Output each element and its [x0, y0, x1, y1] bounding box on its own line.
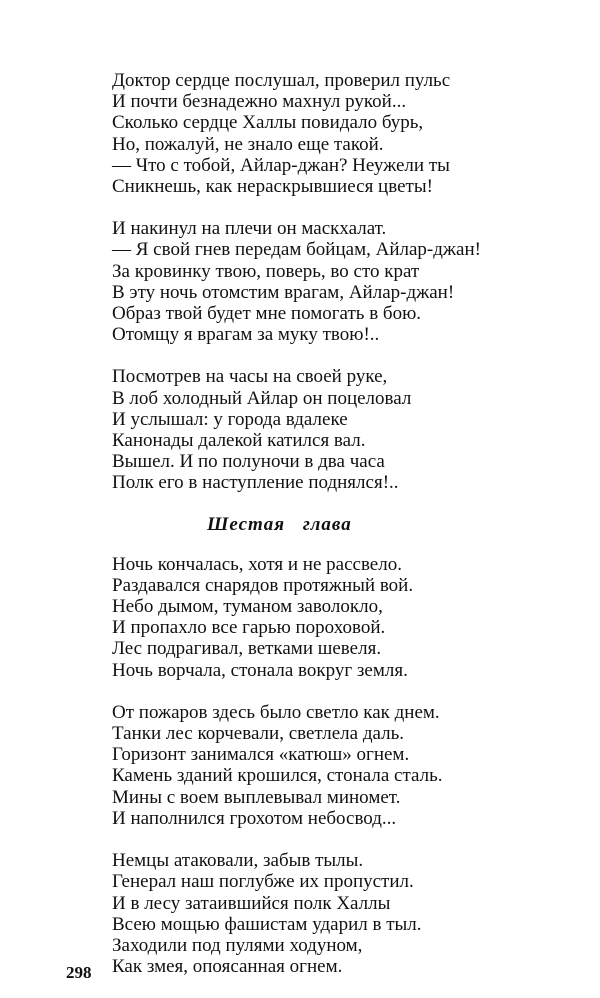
- poem-line: Ночь ворчала, стонала вокруг земля.: [112, 659, 408, 681]
- poem-line: Небо дымом, туманом заволокло,: [112, 596, 383, 618]
- stanza: [112, 850, 582, 977]
- poem-line: Генерал наш поглубже их пропустил.: [112, 871, 414, 893]
- poem-line: Всею мощью фашистам ударил в тыл.: [112, 913, 422, 935]
- poem-line: Немцы атаковали, забыв тылы.: [112, 850, 364, 872]
- poem-line: И почти безнадежно махнул рукой...: [112, 91, 407, 113]
- poem-line: Заходили под пулями ходуном,: [112, 934, 363, 956]
- stanza: [112, 218, 582, 345]
- poem-line: Образ твой будет мне помогать в бою.: [112, 303, 422, 325]
- poem-line: В лоб холодный Айлар он поцеловал: [112, 387, 412, 409]
- chapter-heading: Шестая глава: [207, 513, 352, 535]
- poem-line: Камень зданий крошился, стонала сталь.: [112, 765, 443, 787]
- poem-line: Раздавался снарядов протяжный вой.: [112, 574, 414, 596]
- stanza: [112, 70, 582, 197]
- poem-line: И в лесу затаившийся полк Халлы: [112, 892, 391, 914]
- stanza: [112, 702, 582, 829]
- poem-line: Ночь кончалась, хотя и не рассвело.: [112, 553, 402, 575]
- poem-line: Сникнешь, как нераскрывшиеся цветы!: [112, 176, 433, 198]
- poem-line: И пропахло все гарью пороховой.: [112, 617, 386, 639]
- page-number: 298: [66, 963, 92, 982]
- poem-line: Канонады далекой катился вал.: [112, 430, 366, 452]
- poem-line: Танки лес корчевали, светлела даль.: [112, 723, 405, 745]
- stanza: [112, 366, 582, 493]
- poem-line: Мины с воем выплевывал миномет.: [112, 786, 401, 808]
- poem-line: Но, пожалуй, не знало еще такой.: [112, 133, 384, 155]
- poem-line: От пожаров здесь было светло как днем.: [112, 701, 440, 723]
- poem-line: Сколько сердце Халлы повидало бурь,: [112, 112, 424, 134]
- poem-line: Вышел. И по полуночи в два часа: [112, 451, 385, 473]
- poem-line: И наполнился грохотом небосвод...: [112, 807, 397, 829]
- stanza: [112, 554, 582, 681]
- poem-line: За кровинку твою, поверь, во сто крат: [112, 260, 420, 282]
- poem-line: В эту ночь отомстим врагам, Айлар-джан!: [112, 281, 455, 303]
- poem-line: И накинул на плечи он маскхалат.: [112, 218, 387, 240]
- poem-line: — Что с тобой, Айлар-джан? Неужели ты: [112, 154, 450, 176]
- poem-line: И услышал: у города вдалеке: [112, 408, 348, 430]
- poem-text: [112, 70, 582, 998]
- poem-line: Полк его в наступление поднялся!..: [112, 472, 399, 494]
- poem-line: — Я свой гнев передам бойцам, Айлар-джан!: [112, 239, 481, 261]
- poem-line: Лес подрагивал, ветками шевеля.: [112, 638, 382, 660]
- poem-line: Отомщу я врагам за муку твою!..: [112, 324, 380, 346]
- poem-line: Горизонт занимался «катюш» огнем.: [112, 744, 410, 766]
- poem-line: Как змея, опоясанная огнем.: [112, 956, 343, 978]
- poem-line: Посмотрев на часы на своей руке,: [112, 366, 388, 388]
- poem-line: Доктор сердце послушал, проверил пульс: [112, 70, 451, 91]
